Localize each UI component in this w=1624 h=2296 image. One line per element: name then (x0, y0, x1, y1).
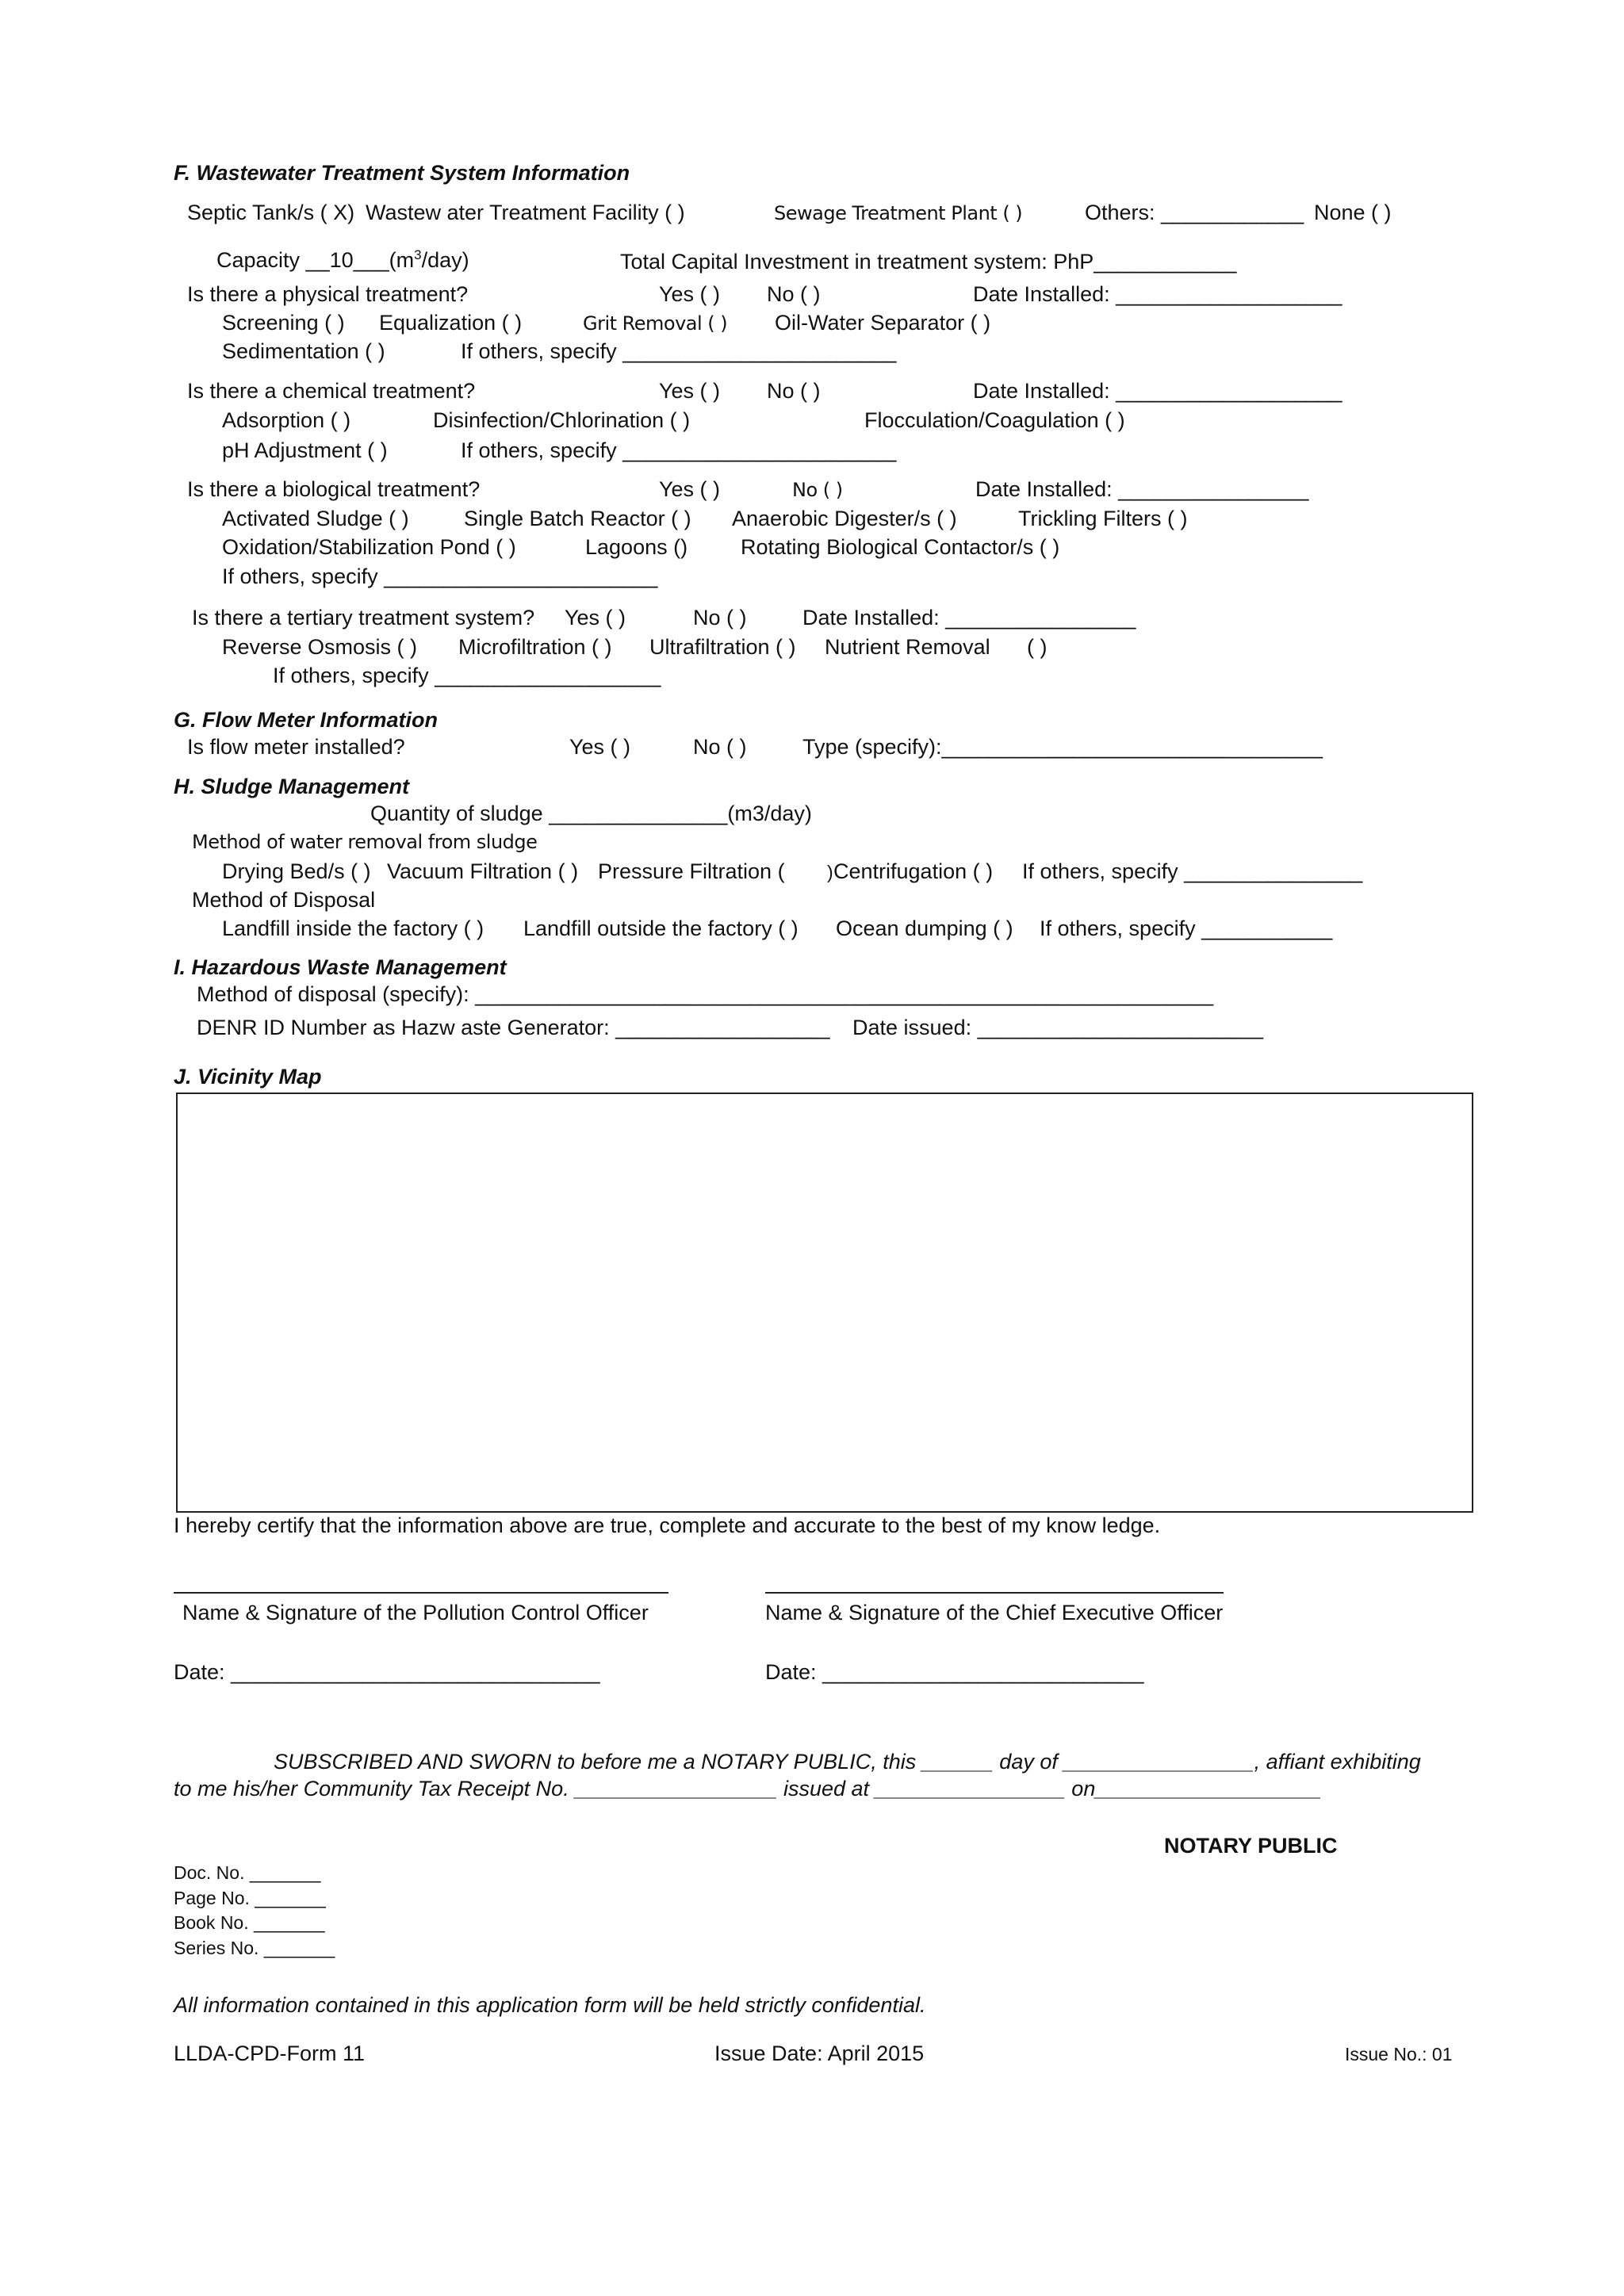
issue-date: Issue Date: April 2015 (714, 2042, 925, 2065)
sewage-plant-option[interactable]: Sewage Treatment Plant ( ) (774, 202, 1023, 224)
biological-question: Is there a biological treatment? (187, 477, 481, 501)
doc-no-field[interactable]: Doc. No. _______ (174, 1862, 321, 1883)
chemical-others-field[interactable]: If others, specify _______________________ (461, 438, 897, 462)
denr-id-field[interactable]: DENR ID Number as Hazw aste Generator: __________________ (197, 1016, 830, 1039)
denr-date-issued-field[interactable]: Date issued: ________________________ (852, 1016, 1263, 1039)
notary-statement-line1: SUBSCRIBED AND SWORN to before me a NOTARY PUBLIC, this ______ day of ________________, affiant exhibiting (274, 1750, 1421, 1774)
tertiary-question: Is there a tertiary treatment system? (192, 606, 535, 629)
section-j-heading: J. Vicinity Map (174, 1065, 322, 1089)
ceo-signature-label: Name & Signature of the Chief Executive Officer (765, 1601, 1224, 1624)
ultrafiltration-option[interactable]: Ultrafiltration ( ) (649, 635, 796, 659)
physical-question: Is there a physical treatment? (187, 282, 469, 306)
water-removal-method-label: Method of water removal from sludge (192, 831, 538, 853)
oxidation-pond-option[interactable]: Oxidation/Stabilization Pond ( ) (222, 535, 516, 559)
oil-water-separator-option[interactable]: Oil-Water Separator ( ) (775, 311, 991, 335)
pco-signature-line[interactable] (174, 1592, 668, 1594)
flow-meter-no[interactable]: No ( ) (693, 735, 747, 759)
certification-statement: I hereby certify that the information above are true, complete and accurate to the best of my know ledge. (174, 1513, 1161, 1537)
page-no-field[interactable]: Page No. _______ (174, 1888, 326, 1908)
septic-tank-option[interactable]: Septic Tank/s ( X) (187, 201, 355, 224)
chemical-date-installed[interactable]: Date Installed: ___________________ (973, 379, 1342, 403)
chemical-yes[interactable]: Yes ( ) (659, 379, 721, 403)
ph-adjustment-option[interactable]: pH Adjustment ( ) (222, 438, 388, 462)
sludge-others-field[interactable]: If others, specify _______________ (1022, 859, 1363, 883)
flow-meter-yes[interactable]: Yes ( ) (569, 735, 631, 759)
notary-public-title: NOTARY PUBLIC (1164, 1834, 1338, 1858)
ceo-signature-line[interactable] (765, 1592, 1224, 1594)
capacity-value: Capacity __10___(m (216, 248, 415, 272)
biological-others-field[interactable]: If others, specify _______________________ (222, 564, 658, 588)
confidentiality-note: All information contained in this application form will be held strictly confidential. (174, 1993, 926, 2017)
flow-meter-type-field[interactable]: Type (specify):________________________________ (802, 735, 1323, 759)
equalization-option[interactable]: Equalization ( ) (379, 311, 523, 335)
tertiary-no[interactable]: No ( ) (693, 606, 747, 629)
physical-others-field[interactable]: If others, specify _______________________ (461, 339, 897, 363)
reverse-osmosis-option[interactable]: Reverse Osmosis ( ) (222, 635, 418, 659)
disposal-method-label: Method of Disposal (192, 888, 376, 912)
tertiary-others-field[interactable]: If others, specify ___________________ (273, 664, 661, 687)
grit-removal-option[interactable]: Grit Removal ( ) (583, 312, 728, 335)
adsorption-option[interactable]: Adsorption ( ) (222, 408, 351, 432)
pressure-filtration-option[interactable]: Pressure Filtration ( (598, 859, 785, 883)
drying-bed-option[interactable]: Drying Bed/s ( ) (222, 859, 371, 883)
pressure-filtration-paren: ) (827, 862, 833, 882)
notary-statement-line2: to me his/her Community Tax Receipt No. _________________ issued at ________________ on___________________ (174, 1777, 1322, 1800)
vacuum-filtration-option[interactable]: Vacuum Filtration ( ) (387, 859, 579, 883)
flow-meter-question: Is flow meter installed? (187, 735, 405, 759)
centrifugation-option[interactable]: Centrifugation ( ) (833, 859, 994, 883)
biological-yes[interactable]: Yes ( ) (659, 477, 721, 501)
activated-sludge-option[interactable]: Activated Sludge ( ) (222, 507, 409, 530)
microfiltration-option[interactable]: Microfiltration ( ) (458, 635, 612, 659)
pco-signature-label: Name & Signature of the Pollution Control Officer (182, 1601, 649, 1624)
series-no-field[interactable]: Series No. _______ (174, 1938, 335, 1958)
book-no-field[interactable]: Book No. _______ (174, 1912, 325, 1933)
chemical-no[interactable]: No ( ) (767, 379, 821, 403)
issue-number: Issue No.: 01 (1345, 2044, 1453, 2064)
section-g-heading: G. Flow Meter Information (174, 708, 439, 732)
wastewater-facility-option[interactable]: Wastew ater Treatment Facility ( ) (366, 201, 685, 224)
total-capital-field[interactable]: Total Capital Investment in treatment system: PhP____________ (620, 250, 1237, 274)
biological-date-installed[interactable]: Date Installed: ________________ (975, 477, 1309, 501)
rbc-option[interactable]: Rotating Biological Contactor/s ( ) (741, 535, 1060, 559)
disposal-others-field[interactable]: If others, specify ___________ (1040, 916, 1333, 940)
nutrient-removal-label: Nutrient Removal (825, 635, 990, 659)
disinfection-option[interactable]: Disinfection/Chlorination ( ) (433, 408, 691, 432)
lagoons-option[interactable]: Lagoons () (585, 535, 688, 559)
physical-date-installed[interactable]: Date Installed: ___________________ (973, 282, 1342, 306)
chemical-question: Is there a chemical treatment? (187, 379, 476, 403)
section-f-heading: F. Wastewater Treatment System Information (174, 161, 630, 185)
tertiary-date-installed[interactable]: Date Installed: ________________ (802, 606, 1136, 629)
form-number: LLDA-CPD-Form 11 (174, 2042, 366, 2065)
sludge-quantity-field[interactable]: Quantity of sludge _______________(m3/day) (370, 802, 812, 825)
anaerobic-digester-option[interactable]: Anaerobic Digester/s ( ) (732, 507, 957, 530)
ocean-dumping-option[interactable]: Ocean dumping ( ) (836, 916, 1013, 940)
biological-no[interactable]: No ( ) (792, 479, 843, 501)
section-h-heading: H. Sludge Management (174, 775, 410, 798)
single-batch-reactor-option[interactable]: Single Batch Reactor ( ) (464, 507, 691, 530)
tertiary-yes[interactable]: Yes ( ) (565, 606, 626, 629)
none-option[interactable]: None ( ) (1314, 201, 1392, 224)
nutrient-removal-option[interactable]: ( ) (1027, 635, 1048, 659)
capacity-unit: /day) (421, 248, 469, 272)
landfill-outside-option[interactable]: Landfill outside the factory ( ) (523, 916, 799, 940)
section-i-heading: I. Hazardous Waste Management (174, 955, 507, 979)
hazwaste-disposal-method-field[interactable]: Method of disposal (specify): ______________________________________________________________ (197, 982, 1214, 1006)
ceo-date-field[interactable]: Date: ___________________________ (765, 1660, 1144, 1684)
others-field[interactable]: Others: ____________ (1085, 201, 1304, 224)
pco-date-field[interactable]: Date: _______________________________ (174, 1660, 600, 1684)
physical-no[interactable]: No ( ) (767, 282, 821, 306)
landfill-inside-option[interactable]: Landfill inside the factory ( ) (222, 916, 485, 940)
capacity-superscript: 3 (414, 247, 422, 262)
trickling-filters-option[interactable]: Trickling Filters ( ) (1018, 507, 1188, 530)
sedimentation-option[interactable]: Sedimentation ( ) (222, 339, 385, 363)
physical-yes[interactable]: Yes ( ) (659, 282, 721, 306)
vicinity-map-box[interactable] (176, 1093, 1473, 1513)
flocculation-option[interactable]: Flocculation/Coagulation ( ) (864, 408, 1125, 432)
capacity-field[interactable] (216, 249, 469, 273)
screening-option[interactable]: Screening ( ) (222, 311, 345, 335)
